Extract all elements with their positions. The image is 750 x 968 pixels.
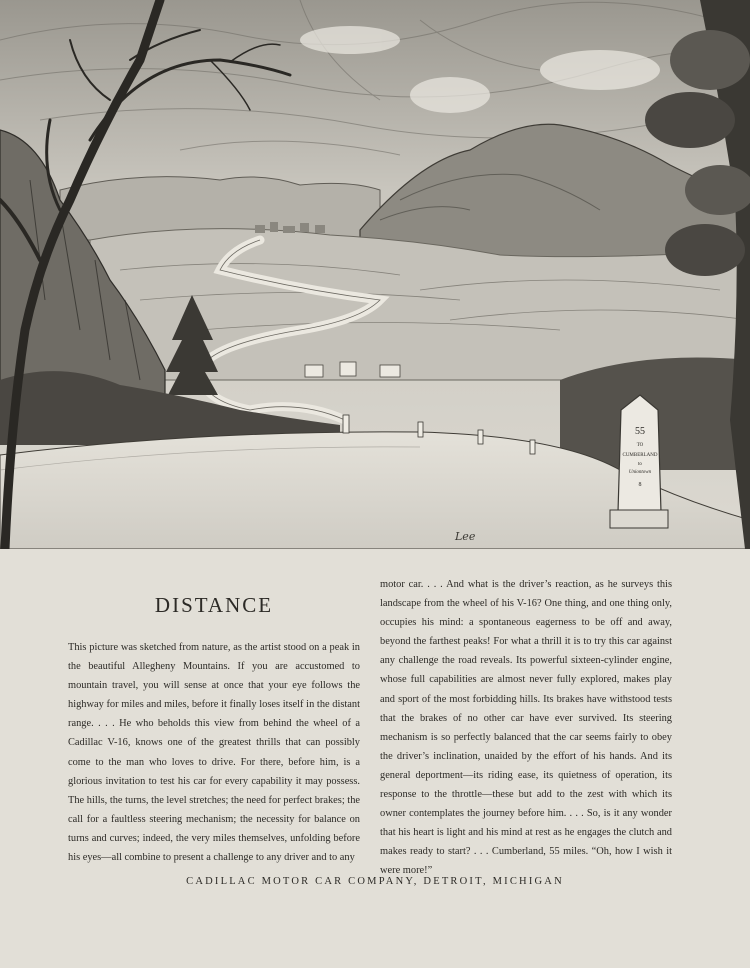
body-column-left: This picture was sketched from nature, as the artist stood on a peak in the beautiful Allegheny Mountains. If you are accustomed to mountain travel, you will sense at once that your eye follows the highway for miles and miles, before it finally loses itself in the distant range. . . . He who beholds this view from behind the wheel of a Cadillac V-16, knows one of the greatest thrills that can possibly come to the man who loves to drive. For there, before him, is a glorious invitation to test his car for every capability it may possess. The hills, the turns, the level stretches; the need for perfect brakes; the call for a faultless steering mechanism; the necessity for balance on turns and curves; indeed, the very miles themselves, unfolding before his eyes—all combine to present a challenge to any driver and to any — [68, 642, 360, 864]
milestone-via: to — [638, 462, 642, 467]
milestone-town: Uniontown — [628, 470, 652, 475]
milestone-city: CUMBERLAND — [622, 453, 658, 458]
milestone-distance: 8 — [638, 482, 642, 488]
artist-signature: Lee — [455, 530, 476, 543]
milestone-to: TO — [636, 443, 644, 448]
company-footer: CADILLAC MOTOR CAR COMPANY, DETROIT, MICHIGAN — [186, 876, 564, 887]
milestone-number: 55 — [635, 426, 645, 437]
body-column-right: motor car. . . . And what is the driver’s reaction, as he surveys this landscape from the wheel of his V-16? One thing, and one thing only, occupies his mind: a spontaneous eagerness to be off and away, beyond the farthest peaks! For what a thrill it is to try this car against any challenge the road reveals. Its powerful sixteen-cylinder engine, whose full capabilities are almost never fully explored, makes play and sport of the most forbidding hills. Its brakes have withstood tests that the brakes of no other car have ever survived. Its steering mechanism is so perfectly balanced that the car seems fairly to obey the driver’s inclination, unaided by the effort of his hands. And its general deportment—its riding ease, its quietness of operation, its response to the throttle—these but add to the zest with which its owner contemplates the journey before him. . . . So, is it any wonder that his heart is light and his mind at rest as he engages the clutch and makes ready to start? . . . Cumberland, 55 miles. “Oh, how I wish it were more!” — [380, 579, 672, 877]
headline: DISTANCE — [154, 593, 274, 617]
